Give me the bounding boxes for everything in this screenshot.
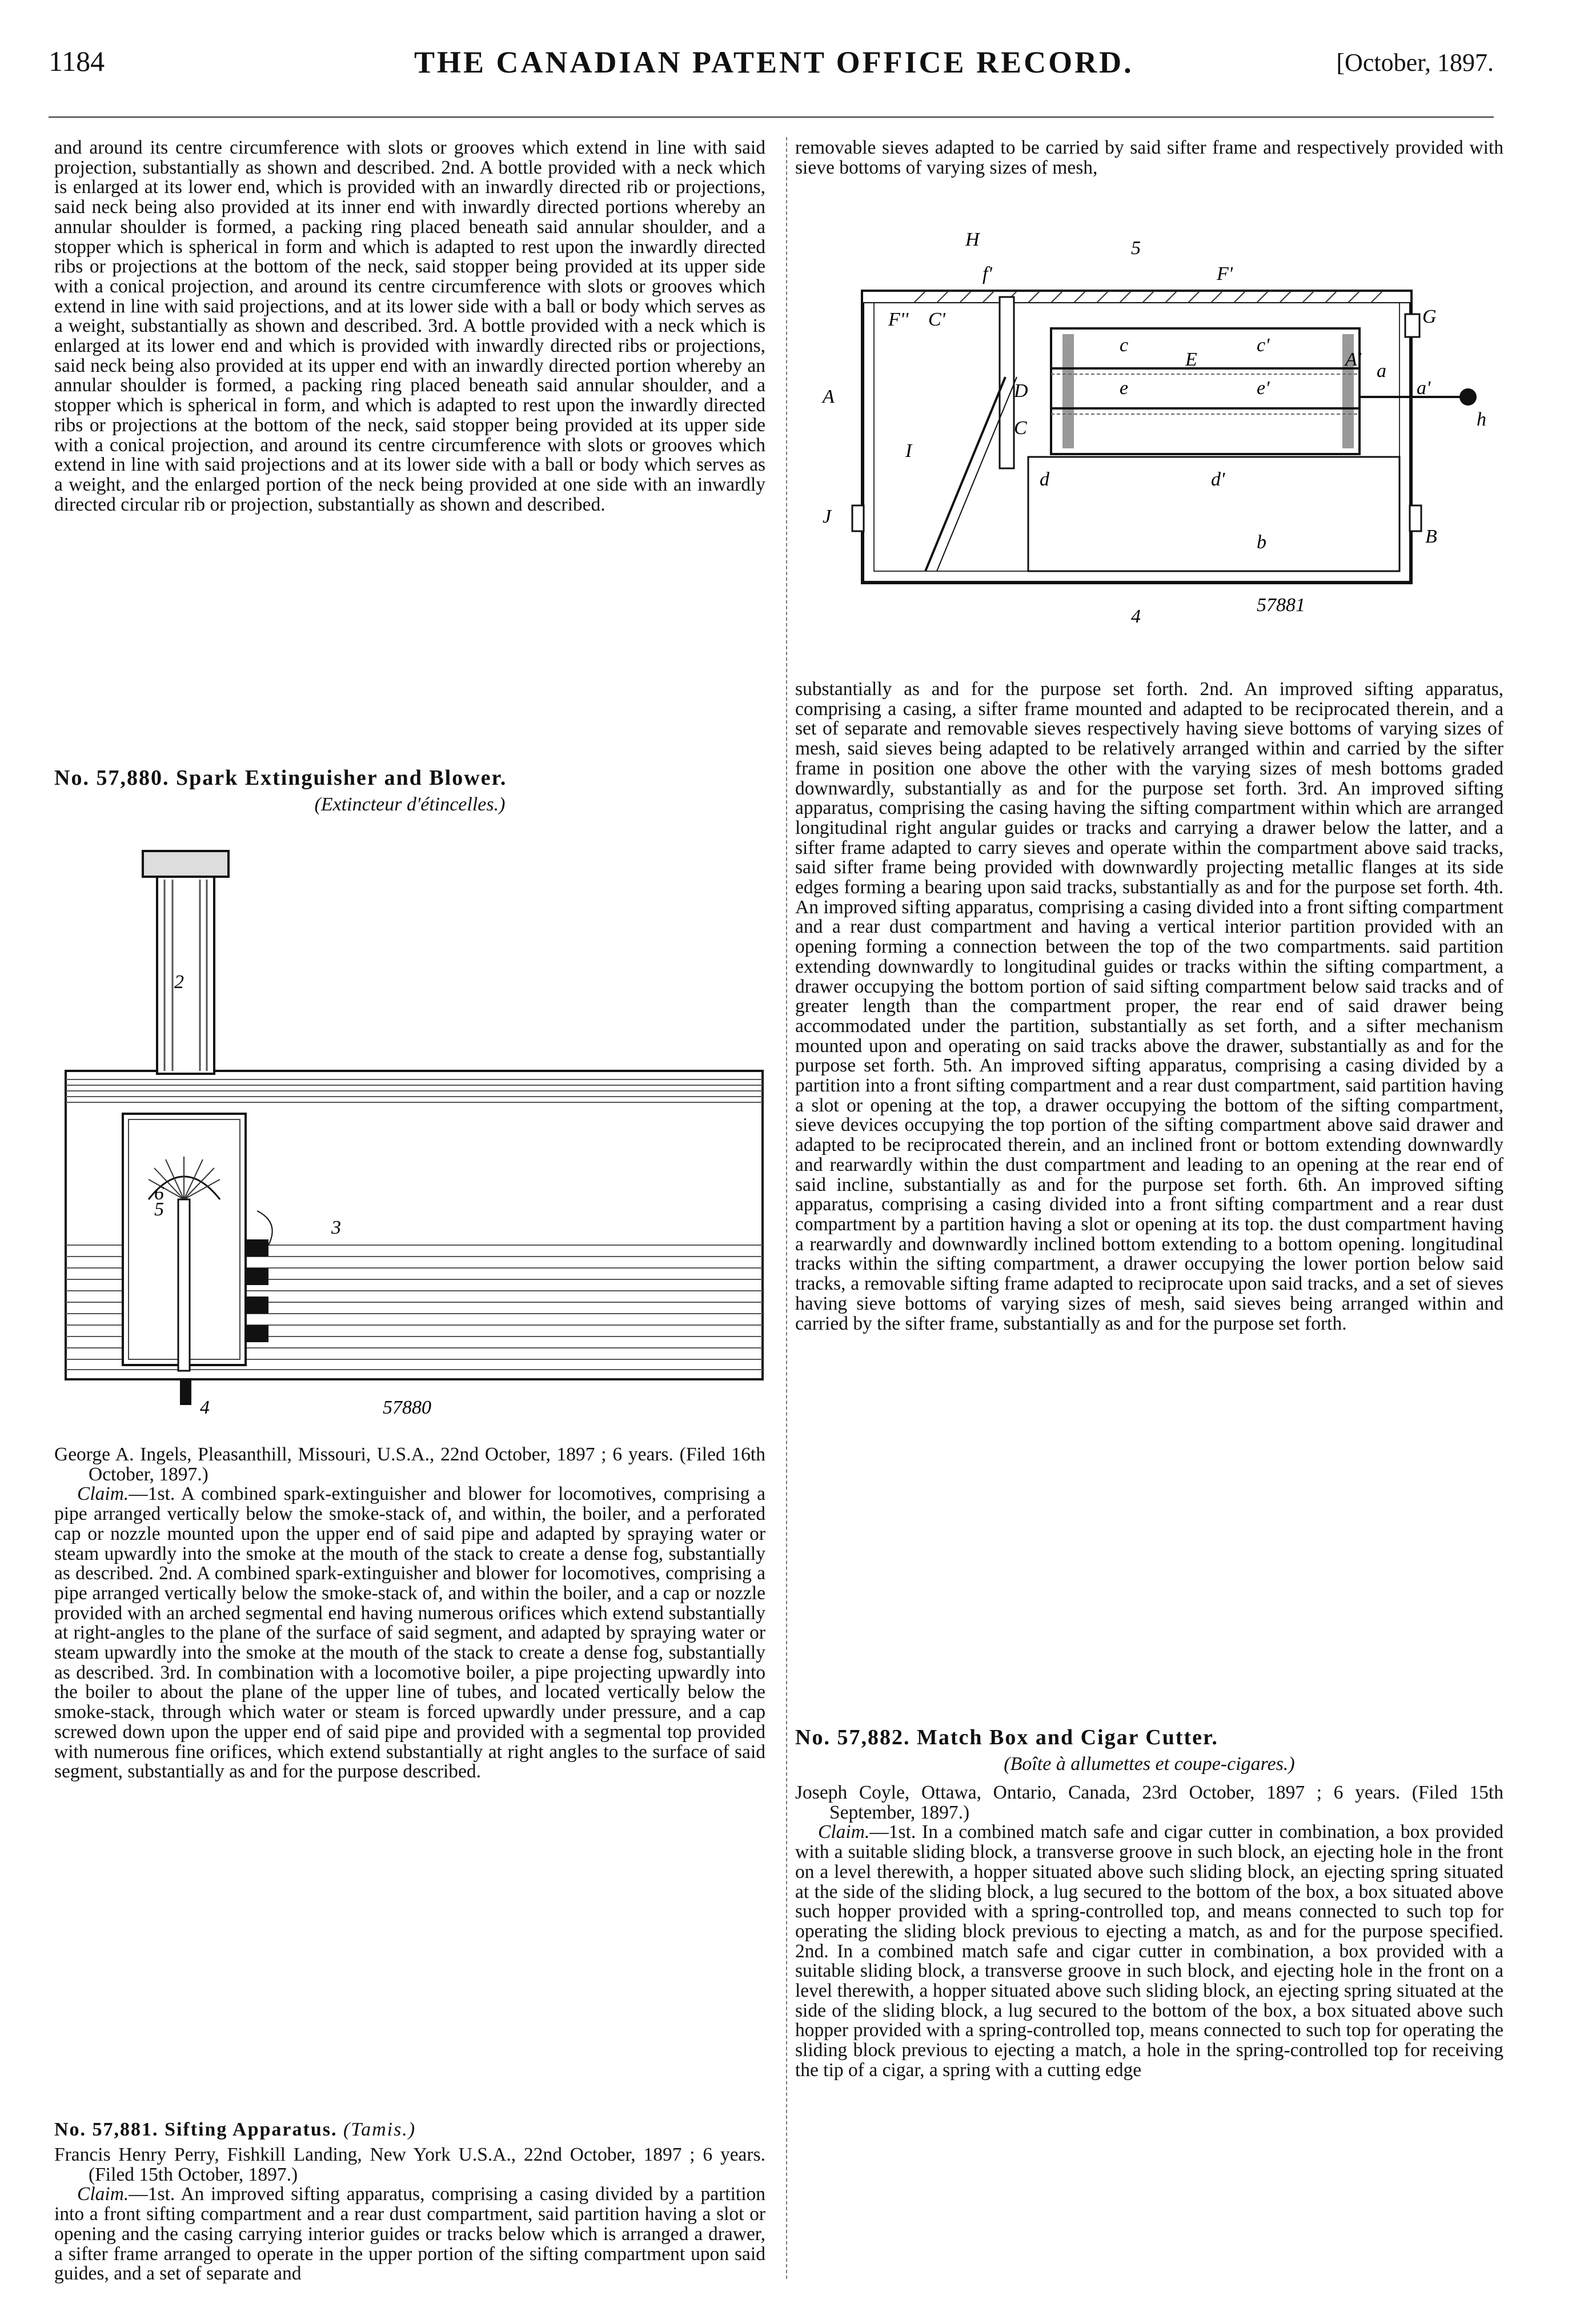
figure-label: I	[905, 440, 912, 461]
figure-label: E	[1185, 349, 1197, 370]
figure-label: F'	[1217, 263, 1233, 284]
patent-number: No. 57,881.	[54, 2119, 159, 2140]
figure-label: 6	[154, 1183, 164, 1204]
patent-title: Match Box and Cigar Cutter.	[916, 1725, 1218, 1749]
figure-label: b	[1257, 532, 1266, 553]
claim-label: Claim.	[77, 1483, 129, 1505]
figure-label: C	[1014, 418, 1027, 439]
figure-label: h	[1477, 409, 1486, 430]
patent-claim	[54, 2185, 765, 2284]
continued-sieve-text: removable sieves adapted to be carried by said sifter frame and respectively provided with sieve bottoms of varying sizes of mesh,	[795, 137, 1503, 178]
figure-label: 5	[154, 1199, 164, 1220]
figure-label: c	[1120, 335, 1129, 356]
patent-inventor: Joseph Coyle, Ottawa, Ontario, Canada, 23rd October, 1897 ; 6 years. (Filed 15th September, 1897.)	[795, 1782, 1503, 1823]
right-continued-claims	[795, 680, 1503, 1334]
patent-french-title: (Tamis.)	[343, 2119, 416, 2140]
figure-label: 3	[331, 1217, 341, 1238]
patent-claim	[795, 1823, 1503, 2080]
claim-text: —1st. In a combined match safe and cigar cutter in combination, a box provided with a suitable sliding block, a transverse groove in such block, an ejecting hole in the front on a level therewith, a hopper situated above such sliding block, an ejecting spring situated at the side of the sliding block, a lug secured to the bottom of the box, a box situated above such hopper provided with a spring-controlled top, and means connected to such top for operating the sliding block previous to ejecting a match, as and for the purpose specified. 2nd. In a combined match safe and cigar cutter in combination, a box provided with a suitable sliding block, a transverse groove in such block, and ejecting hole in the front on a level therewith, a hopper situated above such sliding block, an ejecting spring situated at the side of the sliding block, a lug secured to the bottom of the box, a box situated above such hopper provided with a spring-controlled top, means connected to such top for operating the sliding block previous to ejecting a match, a hole in the spring-controlled top for receiving the tip of a cigar, a spring with a cutting edge	[795, 1821, 1503, 2081]
patent-title: Sifting Apparatus.	[165, 2119, 338, 2140]
figure-label: c'	[1257, 335, 1270, 356]
figure-label: H	[965, 229, 980, 250]
figure-label: A'	[1345, 349, 1362, 370]
figure-caption: 57881	[1257, 595, 1305, 616]
page-number: 1184	[49, 45, 105, 77]
continued-claim-text: substantially as and for the purpose set forth. 2nd. An improved sifting apparatus, comprising a casing, a sifter frame mounted and adapted to be reciprocated therein, and a set of separate and removable sieves respectively having sieve bottoms of varying sizes of mesh, said sieves being adapted to be relatively arranged within and carried by the sifter frame in position one above the other with the varying sizes of mesh bottoms graded downwardly, substantially as and for the purpose set forth. 3rd. An improved sifting apparatus, comprising the casing having the sifting compartment within which are arranged longitudinal right angular guides or tracks and carrying a drawer below the latter, and a sifter frame adapted to carry sieves and operate within the compartment above said tracks, said sifter frame being provided with downwardly projecting metallic flanges at its side edges forming a bearing upon said tracks, substantially as and for the purpose set forth. 4th. An improved sifting apparatus, comprising a casing divided into a front sifting compartment and a rear dust compartment and having a vertical interior partition provided with an opening forming a connection between the top of the two compartments. said partition extending downwardly to longitudinal guides or tracks within the sifting compartment, a drawer occupying the bottom portion of said sifting compartment below said tracks and of greater length than the compartment proper, the rear end of said drawer being accommodated under the partition, substantially as set forth, and a sifter mechanism mounted upon and operating on said tracks above the drawer, substantially as and for the purpose set forth. 5th. An improved sifting apparatus, comprising a casing divided by a partition into a front sifting compartment and a rear dust compartment, said partition having a slot or opening at the top, a drawer occupying the bottom of the sifting compartment, sieve devices occupying the top portion of the sifting compartment above said drawer and adapted to be reciprocated therein, and an inclined front or bottom extending downwardly and rearwardly within the dust compartment and leading to an opening at the rear end of said incline, substantially as and for the purpose set forth. 6th. An improved sifting apparatus, comprising a casing divided into a front sifting compartment and a rear dust compartment by a partition having a slot or opening at its top. the dust compartment having a rearwardly and downwardly inclined bottom extending to a bottom opening. longitudinal tracks within the sifting compartment, a drawer occupying the lower portion below said tracks, a removable sifting frame adapted to reciprocate upon said tracks, and a set of sieves having sieve bottoms of varying sizes of mesh, said sieves being arranged within and carried by the sifter frame, substantially as and for the purpose set forth.	[795, 679, 1503, 1334]
patent-57881-section	[54, 2119, 765, 2284]
column-divider	[786, 137, 787, 2279]
claim-text: —1st. A combined spark-extinguisher and blower for locomotives, comprising a pipe arranged vertically below the smoke-stack of, and within, the boiler, and a perforated cap or nozzle mounted upon the upper end of said pipe and adapted by spraying water or steam upwardly into the smoke at the mouth of the stack to create a dense fog, substantially as described. 2nd. A combined spark-extinguisher and blower for locomotives, comprising a pipe arranged vertically below the smoke-stack of, and within the boiler, and a cap or nozzle provided with an arched segmental end having numerous orifices which extend substantially at right-angles to the plane of the surface of said segment, and adapted by spraying water or steam upwardly into the smoke at the mouth of the stack to create a dense fog, substantially as described. 3rd. In combination with a locomotive boiler, a pipe projecting upwardly into the boiler to about the plane of the upper line of tubes, and located vertically below the smoke-stack, through which water or steam is forced upwardly under pressure, and a cap screwed down upon the upper end of said pipe and provided with a segmental top provided with numerous fine orifices, which extend substantially at right angles to the surface of said segment, substantially as and for the purpose described.	[54, 1483, 765, 1783]
figure-label: C'	[928, 309, 945, 330]
figure-label: e	[1120, 378, 1129, 399]
figure-label: a	[1377, 360, 1386, 382]
figure-label: 2	[174, 972, 184, 993]
figure-label: 4	[1131, 606, 1141, 627]
claim-text: —1st. An improved sifting apparatus, comprising a casing divided by a partition into a front sifting compartment and a rear dust compartment, said partition having a slot or opening and the casing carrying interior guides or tracks below which is arranged a drawer, a sifter frame arranged to operate in the upper portion of the sifting compartment upon said guides, and a set of separate and	[54, 2183, 765, 2285]
patent-french-title: (Extincteur d'étincelles.)	[314, 794, 506, 815]
patent-inventor: Francis Henry Perry, Fishkill Landing, New York U.S.A., 22nd October, 1897 ; 6 years. (Filed 15th October, 1897.)	[54, 2144, 765, 2185]
page-header	[49, 45, 1494, 85]
figure-label: f'	[983, 263, 992, 284]
figure-caption: 57880	[383, 1397, 431, 1418]
patent-french-title: (Boîte à allumettes et coupe-cigares.)	[1004, 1753, 1295, 1775]
figure-label: B	[1425, 526, 1437, 547]
spark-extinguisher-figure	[63, 845, 765, 1428]
figure-label: 4	[200, 1397, 210, 1418]
claim-label: Claim.	[818, 1821, 870, 1843]
patent-title: Spark Extinguisher and Blower.	[175, 766, 507, 790]
figure-label: F''	[888, 309, 909, 330]
figure-label: a'	[1417, 378, 1431, 399]
figure-label: G	[1422, 306, 1437, 327]
patent-number: No. 57,880.	[54, 766, 170, 790]
sifting-apparatus-figure	[811, 206, 1508, 663]
figure-label: A	[823, 386, 835, 407]
patent-57880-heading	[54, 765, 765, 816]
figure-label: d'	[1211, 469, 1225, 490]
issue-date: [October, 1897.	[1336, 49, 1494, 77]
publication-title: THE CANADIAN PATENT OFFICE RECORD.	[414, 45, 1134, 79]
patent-inventor: George A. Ingels, Pleasanthill, Missouri, U.S.A., 22nd October, 1897 ; 6 years. (Filed 16th October, 1897.)	[54, 1444, 765, 1485]
figure-label: 5	[1131, 238, 1141, 259]
right-column-top	[795, 138, 1503, 178]
continued-claim-text: and around its centre circumference with slots or grooves which extend in line with said projection, substantially as shown and described. 2nd. A bottle provided with a neck which is enlarged at its lower end, which is provided with an inwardly directed rib or projections, said neck being also provided at its inner end with inwardly directed portions whereby an annular shoulder is formed, a packing ring placed beneath said annular shoulder, and a stopper which is spherical in form and which is adapted to rest upon the inwardly directed ribs or projections at the bottom of the neck, said stopper being provided at its upper side with a conical projection, and around its centre circumference with slots or grooves which extend in line with said projections, and at its lower side with a ball or body which serves as a weight, substantially as shown and described. 3rd. A bottle provided with a neck which is enlarged at its lower end and which is provided with inwardly directed ribs or projections, said neck being also provided at its upper end with an inwardly directed portion whereby an annular shoulder is formed, a packing ring placed beneath said annular shoulder, and a stopper which is spherical in form, and which is adapted to rest upon the inwardly directed ribs or projections at the bottom of the neck, said stopper being provided at its upper side with a conical projection, and around its centre circumference with slots or grooves which extend in line with said projections and at its lower side with a ball or body which serves as a weight, and the enlarged portion of the neck being provided at one side with an inwardly directed circular rib or projection, substantially as shown and described.	[54, 137, 765, 515]
figure-label: d	[1040, 469, 1049, 490]
figure-label: e'	[1257, 378, 1270, 399]
figure-label: J	[823, 506, 832, 527]
patent-claim	[54, 1484, 765, 1782]
patent-number: No. 57,882.	[795, 1725, 911, 1749]
patent-57882-section	[795, 1725, 1503, 2081]
figure-label: D	[1014, 380, 1028, 402]
header-rule	[49, 117, 1494, 118]
claim-label: Claim.	[77, 2183, 129, 2205]
left-column-top	[54, 138, 765, 515]
patent-57880-body	[54, 1445, 765, 1782]
